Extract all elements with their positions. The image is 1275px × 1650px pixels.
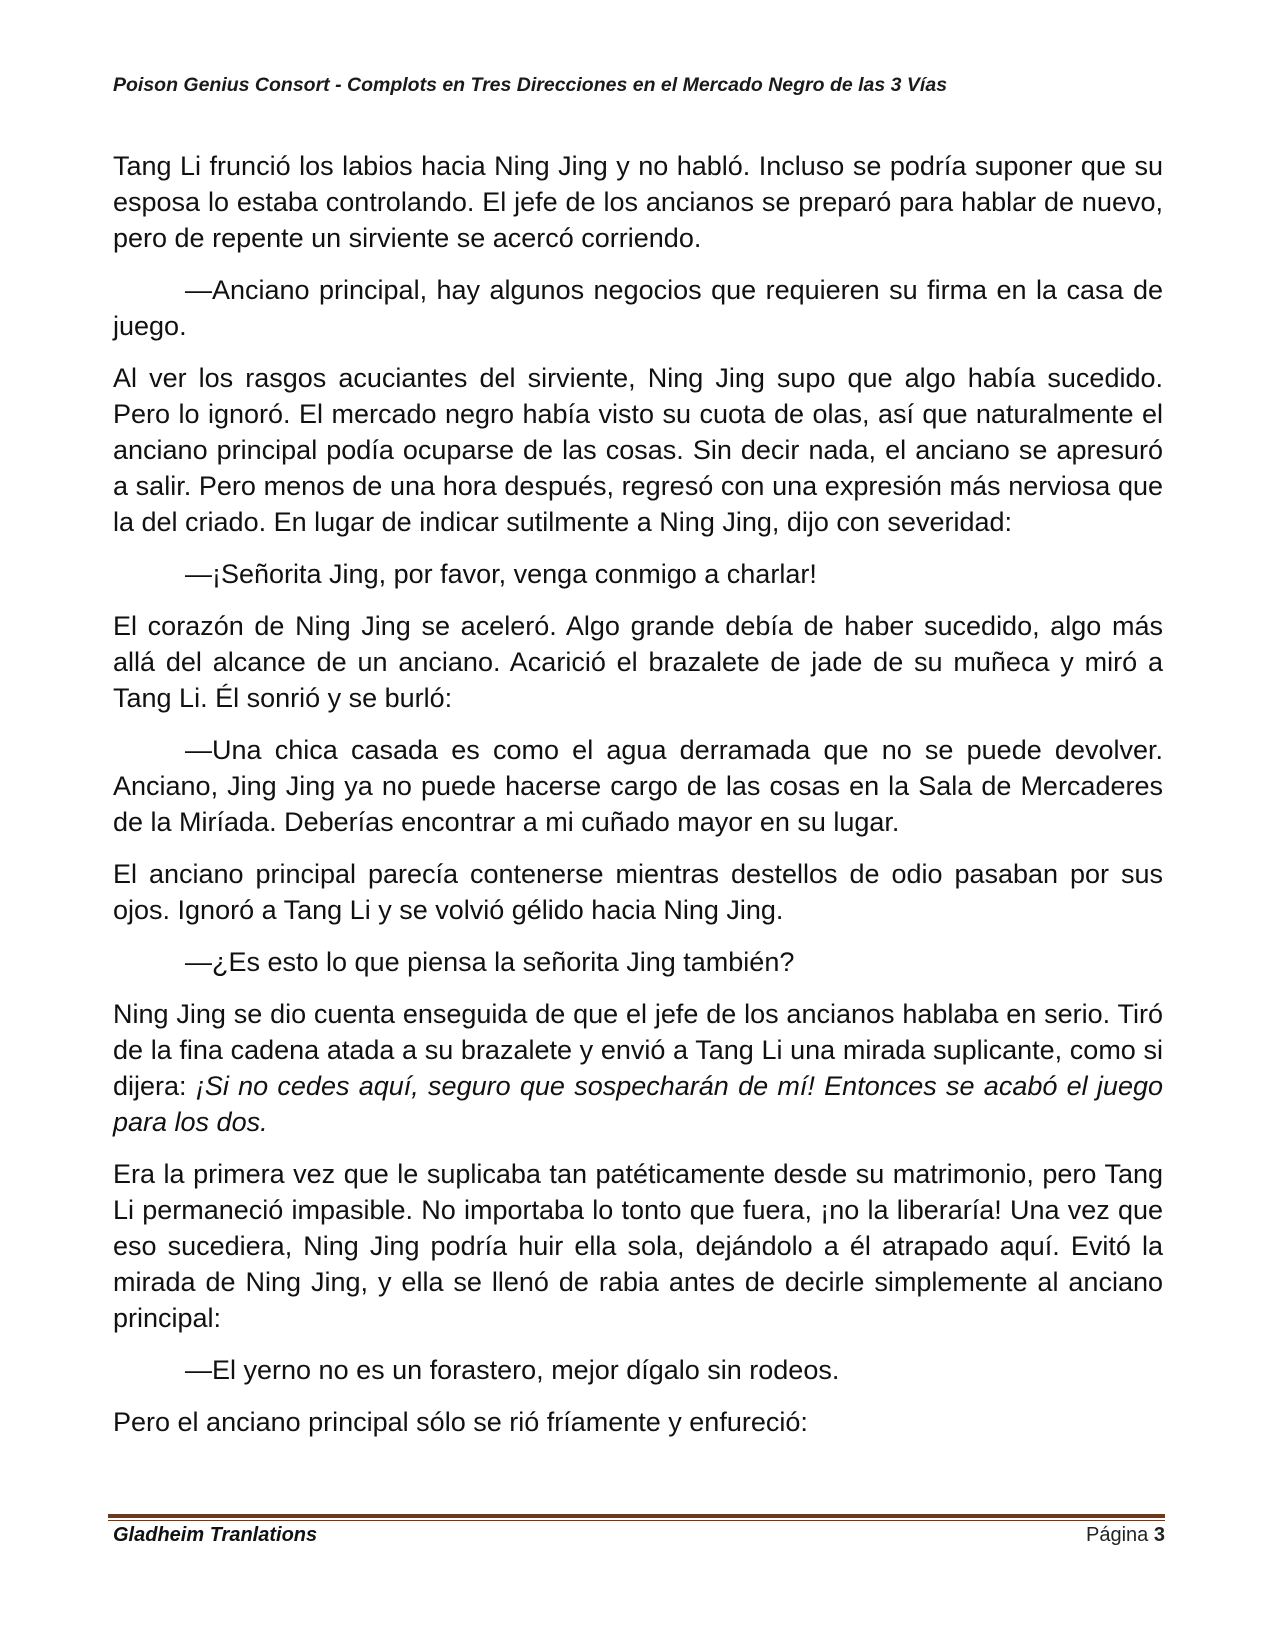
footer-divider	[108, 1514, 1165, 1521]
footer-page-number	[1086, 1524, 1165, 1547]
dialogue-paragraph: —Anciano principal, hay algunos negocios que requieren su firma en la casa de juego.	[113, 275, 1163, 341]
dialogue-paragraph: —El yerno no es un forastero, mejor dígalo sin rodeos.	[185, 1355, 840, 1385]
paragraph-with-thought	[113, 996, 1163, 1140]
paragraph-text: Ning Jing se dio cuenta enseguida de que el jefe de los ancianos hablaba en serio. Tiró de la fina cadena atada a su brazalete y envió a Tang Li una mirada suplicante, como si dijera:	[113, 999, 1163, 1101]
page-number: 3	[1153, 1524, 1165, 1546]
footer-translator: Gladheim Tranlations	[113, 1524, 318, 1546]
page-label: Página	[1086, 1524, 1149, 1546]
paragraph: Al ver los rasgos acuciantes del sirviente, Ning Jing supo que algo había sucedido. Pero lo ignoró. El mercado negro había visto su cuota de olas, así que naturalmente el anciano principal podía ocuparse de las cosas. Sin decir nada, el anciano se apresuró a salir. Pero menos de una hora después, regresó con una expresión más nerviosa que la del criado. En lugar de indicar sutilmente a Ning Jing, dijo con severidad:	[113, 363, 1163, 537]
paragraph: Era la primera vez que le suplicaba tan patéticamente desde su matrimonio, pero Tang Li permaneció impasible. No importaba lo tonto que fuera, ¡no la liberaría! Una vez que eso sucediera, Ning Jing podría huir ella sola, dejándolo a él atrapado aquí. Evitó la mirada de Ning Jing, y ella se llenó de rabia antes de decirle simplemente al anciano principal:	[113, 1159, 1163, 1333]
footer-divider-thin	[108, 1520, 1165, 1521]
paragraph: El corazón de Ning Jing se aceleró. Algo grande debía de haber sucedido, algo más allá del alcance de un anciano. Acarició el brazalete de jade de su muñeca y miró a Tang Li. Él sonrió y se burló:	[113, 611, 1163, 713]
paragraph: El anciano principal parecía contenerse mientras destellos de odio pasaban por sus ojos. Ignoró a Tang Li y se volvió gélido hacia Ning Jing.	[113, 859, 1163, 925]
chapter-body	[113, 148, 1163, 1456]
page-header-title: Poison Genius Consort - Complots en Tres Direcciones en el Mercado Negro de las 3 Vías	[113, 74, 948, 96]
dialogue-paragraph: —¡Señorita Jing, por favor, venga conmigo a charlar!	[185, 559, 817, 589]
paragraph: Tang Li frunció los labios hacia Ning Jing y no habló. Incluso se podría suponer que su esposa lo estaba controlando. El jefe de los ancianos se preparó para hablar de nuevo, pero de repente un sirviente se acercó corriendo.	[113, 151, 1163, 253]
dialogue-paragraph: —Una chica casada es como el agua derramada que no se puede devolver. Anciano, Jing Jing ya no puede hacerse cargo de las cosas en la Sala de Mercaderes de la Miríada. Deberías encontrar a mi cuñado mayor en su lugar.	[113, 735, 1163, 837]
dialogue-paragraph: —¿Es esto lo que piensa la señorita Jing también?	[185, 947, 795, 977]
paragraph: Pero el anciano principal sólo se rió fríamente y enfureció:	[113, 1407, 808, 1437]
italic-thought: ¡Si no cedes aquí, seguro que sospecharán de mí! Entonces se acabó el juego para los dos.	[113, 1071, 1163, 1137]
